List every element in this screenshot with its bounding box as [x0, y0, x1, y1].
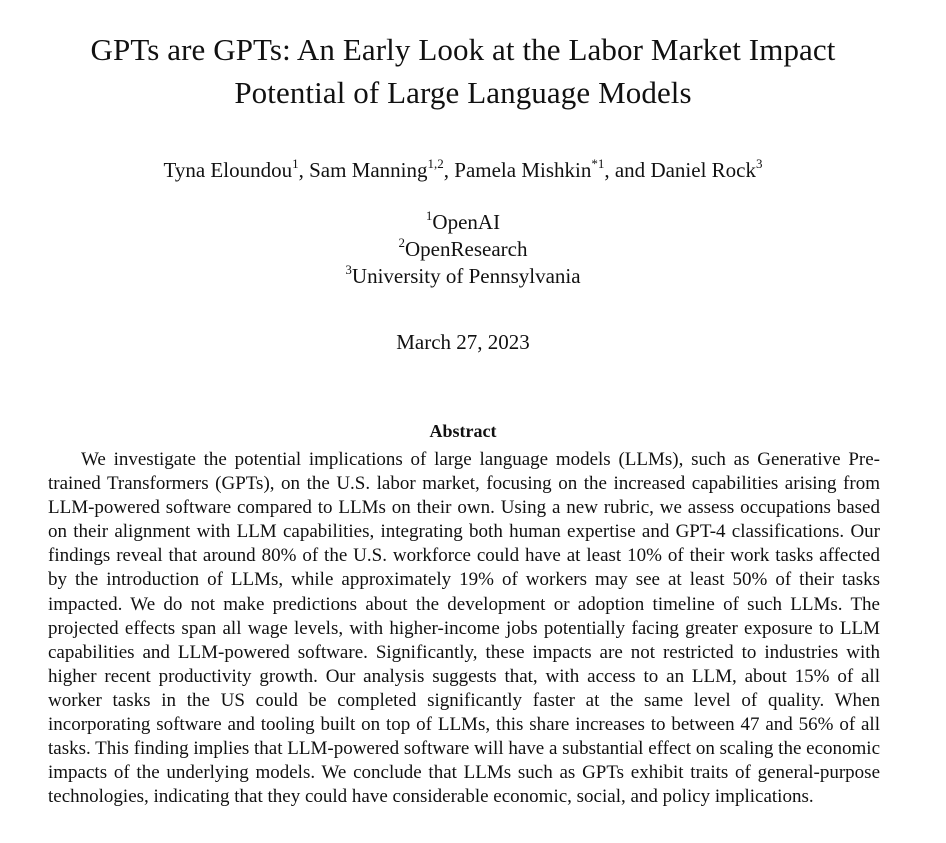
title-line-2: Potential of Large Language Models: [234, 75, 692, 110]
affiliation-mark: 2: [398, 235, 406, 250]
affiliation-name: University of Pennsylvania: [351, 264, 581, 288]
affiliation-list: [0, 209, 926, 290]
author-name: Sam Manning: [309, 158, 428, 182]
affiliation-mark: 1: [425, 208, 433, 223]
affiliation-name: OpenResearch: [405, 237, 528, 261]
abstract-text: We investigate the potential implications of large language models (LLMs), such as Generative Pre-trained Transformers (GPTs), on the U.S. labor market, focusing on the increased capabilities arising from LLM-powered software compared to LLMs on their own. Using a new rubric, we assess occupations based on their alignment with LLM capabilities, integrating both human expertise and GPT-4 classifications. Our findings reveal that around 80% of the U.S. workforce could have at least 10% of their work tasks affected by the introduction of LLMs, while approximately 19% of workers may see at least 50% of their tasks impacted. We do not make predictions about the development or adoption timeline of such LLMs. The projected effects span all wage levels, with higher-income jobs potentially facing greater exposure to LLM capabilities and LLM-powered software. Significantly, these impacts are not restricted to industries with higher recent productivity growth. Our analysis suggests that, with access to an LLM, about 15% of all worker tasks in the US could be completed significantly faster at the same level of quality. When incorporating software and tooling built on top of LLMs, this share increases to between 47 and 56% of all tasks. This finding implies that LLM-powered software will have a substantial effect on scaling the economic impacts of the underlying models. We conclude that LLMs such as GPTs exhibit traits of general-purpose technologies, indicating that they could have considerable economic, social, and policy implications.: [48, 449, 880, 808]
title-line-1: GPTs are GPTs: An Early Look at the Labor Market Impact: [90, 32, 836, 67]
author-separator: , and: [604, 158, 651, 182]
author-affiliation-mark: *1: [591, 156, 605, 171]
author-name: Pamela Mishkin: [454, 158, 592, 182]
abstract-heading: Abstract: [429, 421, 497, 441]
author-separator: ,: [298, 158, 310, 182]
author-name: Tyna Eloundou: [163, 158, 293, 182]
author-list: [0, 156, 926, 184]
affiliation: [0, 263, 926, 290]
affiliation-mark: 3: [345, 262, 352, 277]
author-name: Daniel Rock: [650, 158, 756, 182]
author-affiliation-mark: 1,2: [427, 156, 444, 171]
author-separator: ,: [443, 158, 455, 182]
affiliation: [0, 236, 926, 263]
affiliation: [0, 209, 926, 236]
author-affiliation-mark: 3: [756, 156, 763, 171]
paper-title: [0, 28, 926, 114]
publication-date: March 27, 2023: [396, 330, 530, 354]
affiliation-name: OpenAI: [432, 210, 501, 234]
author-affiliation-mark: 1: [292, 156, 299, 171]
